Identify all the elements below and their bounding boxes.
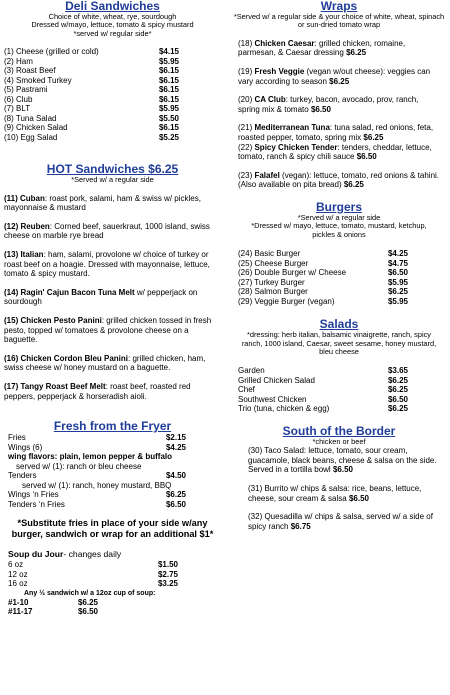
border-section — [228, 425, 450, 532]
wrap-item: (18) Chicken Caesar: grilled chicken, romaine, parmesan, & Caesar dressing $6.25 — [238, 38, 406, 58]
border-item: (30) Taco Salad: lettuce, tomato, sour cream, guacamole, black beans, cheese & salsa on the side. Served in a tortilla bowl $6.50 — [248, 446, 437, 475]
wraps-section — [228, 0, 450, 190]
wraps-title: Wraps — [320, 0, 358, 13]
hot-item: (17) Tangy Roast Beef Melt: roast beef, roasted red peppers, pepperjack & horseradish aioli. — [4, 381, 191, 401]
deli-item: (10) Egg Salad $5.25 — [4, 132, 179, 142]
soup-section — [0, 550, 225, 616]
burger-item: (25) Cheese Burger $4.75 — [238, 258, 408, 268]
wrap-item: (23) Falafel (vegan): lettuce, tomato, red onions & tahini. (Also available on pita bread) $6.25 — [238, 170, 440, 190]
burger-item: (27) Turkey Burger $5.95 — [238, 277, 408, 287]
burger-item: (24) Basic Burger $4.25 — [238, 249, 408, 259]
hot-item: (15) Chicken Pesto Panini: grilled chicken tossed in fresh pesto, topped w/ tomatoes & provolone cheese on a baguette. — [4, 315, 212, 345]
border-title: South of the Border — [282, 423, 396, 438]
deli-note-2: Dressed w/mayo, lettuce, tomato & spicy mustard — [31, 20, 194, 30]
soup-size: 12 oz $2.75 — [8, 569, 178, 579]
border-note: *chicken or beef — [312, 436, 366, 446]
fryer-item: Wings (6) $4.25 — [8, 442, 186, 452]
soup-combo-note: Any ½ sandwich w/ a 12oz cup of soup: — [24, 589, 156, 597]
hot-section — [0, 163, 225, 401]
deli-item: (5) Pastrami $6.15 — [4, 85, 179, 95]
salad-item: Southwest Chicken $6.50 — [238, 394, 408, 404]
hot-item: (14) Ragin' Cajun Bacon Tuna Melt w/ pepperjack on sourdough — [4, 287, 198, 307]
fryer-section — [0, 420, 225, 540]
fryer-item: Tenders $4.50 — [8, 471, 186, 481]
deli-item: (6) Club $6.15 — [4, 94, 179, 104]
burger-item: (28) Salmon Burger $6.25 — [238, 287, 408, 297]
tenders-note: served w/ (1): ranch, honey mustard, BBQ — [22, 480, 172, 490]
deli-item: (7) BLT $5.95 — [4, 104, 179, 114]
hot-item: (12) Reuben: Corned beef, sauerkraut, 1000 island, swiss cheese on marble rye bread — [4, 221, 210, 241]
burgers-section — [228, 201, 450, 306]
deli-note-3: *served w/ regular side* — [73, 28, 152, 38]
wraps-note: *Served w/ a regular side & your choice of white, wheat, spinach or sun-dried tomato wrap — [233, 12, 445, 30]
salads-title: Salads — [319, 317, 359, 332]
soup-size: 16 oz $3.25 — [8, 579, 178, 588]
deli-note-1: Choice of white, wheat, rye, sourdough — [48, 12, 177, 21]
right-column — [228, 0, 450, 531]
wrap-item: (22) Spicy Chicken Tender: tenders, cheddar, lettuce, tomato, ranch & spicy chili sauce $6.50 — [238, 142, 432, 162]
hot-item: (16) Chicken Cordon Bleu Panini: grilled chicken, ham, swiss cheese w/ honey mustard on a baguette. — [4, 353, 206, 373]
wings-note: served w/ (1): ranch or bleu cheese — [16, 461, 142, 471]
burger-item: (29) Veggie Burger (vegan) $5.95 — [238, 296, 408, 306]
salads-note: *dressing: herb italian, balsamic vinaigrette, ranch, spicy ranch, 1000 island, Caesar, sweet sesame, honey mustard, bleu cheese — [241, 330, 437, 356]
deli-item: (2) Ham $5.95 — [4, 56, 179, 66]
salad-item: Garden $3.65 — [238, 366, 408, 376]
left-column — [0, 0, 225, 617]
soup-title: Soup du Jour- changes daily — [8, 549, 122, 560]
salad-item: Trio (tuna, chicken & egg) $6.25 — [238, 404, 408, 414]
burgers-title: Burgers — [315, 199, 362, 214]
deli-title: Deli Sandwiches — [65, 0, 160, 13]
fryer-item: Wings ‘n Fries $6.25 — [8, 490, 186, 500]
fryer-item: Fries $2.15 — [8, 433, 186, 443]
hot-item: (11) Cuban: roast pork, salami, ham & swiss w/ pickles, mayonnaise & mustard — [4, 193, 201, 213]
hot-note: *Served w/ a regular side — [71, 175, 154, 185]
wrap-item: (20) CA Club: turkey, bacon, avocado, prov, ranch, spring mix & tomato $6.50 — [238, 95, 419, 114]
deli-item: (3) Roast Beef $6.15 — [4, 66, 179, 76]
hot-title: HOT Sandwiches $6.25 — [46, 162, 179, 177]
hot-item: (13) Italian: ham, salami, provolone w/ choice of turkey or roast beef on a hoagie. Dressed with mayonnaise, lettuce, tomato & spicy mustard. — [4, 250, 210, 279]
soup-combo: #11-17 $6.50 — [8, 607, 98, 616]
soup-size: 6 oz $1.50 — [8, 560, 178, 569]
burgers-note-1: *Served w/ a regular side — [297, 212, 381, 222]
deli-item: (4) Smoked Turkey $6.15 — [4, 75, 179, 85]
deli-item: (9) Chicken Salad $6.15 — [4, 123, 179, 133]
deli-item: (8) Tuna Salad $5.50 — [4, 113, 179, 123]
burger-item: (26) Double Burger w/ Cheese $6.50 — [238, 268, 408, 278]
deli-section — [0, 0, 225, 142]
wrap-item: (19) Fresh Veggie (vegan w/out cheese): veggies can vary according to season $6.25 — [238, 67, 431, 86]
fryer-title: Fresh from the Fryer — [53, 419, 172, 434]
border-item: (31) Burrito w/ chips & salsa: rice, beans, lettuce, cheese, sour cream & salsa $6.50 — [248, 484, 422, 503]
wing-flavors: wing flavors: plain, lemon pepper & buffalo — [8, 452, 173, 462]
fryer-item: Tenders ‘n Fries $6.50 — [8, 499, 186, 509]
salad-item: Grilled Chicken Salad $6.25 — [238, 375, 408, 385]
salad-item: Chef $6.25 — [238, 385, 408, 395]
deli-item: (1) Cheese (grilled or cold) $4.15 — [4, 47, 179, 57]
wrap-item: (21) Mediterranean Tuna: tuna salad, red onions, feta, roasted pepper, tomato, spring mix $6.25 — [238, 123, 434, 142]
substitute-note: *Substitute fries in place of your side w/any burger, sandwich or wrap for an additional $1* — [11, 518, 214, 540]
salads-section — [228, 318, 450, 414]
soup-combo: #1-10 $6.25 — [8, 597, 98, 607]
border-item: (32) Quesadilla w/ chips & salsa, served w/ a side of spicy ranch $6.75 — [248, 512, 433, 531]
burgers-note-2: *Dressed w/ mayo, lettuce, tomato, mustard, ketchup, pickles & onions — [251, 221, 427, 239]
